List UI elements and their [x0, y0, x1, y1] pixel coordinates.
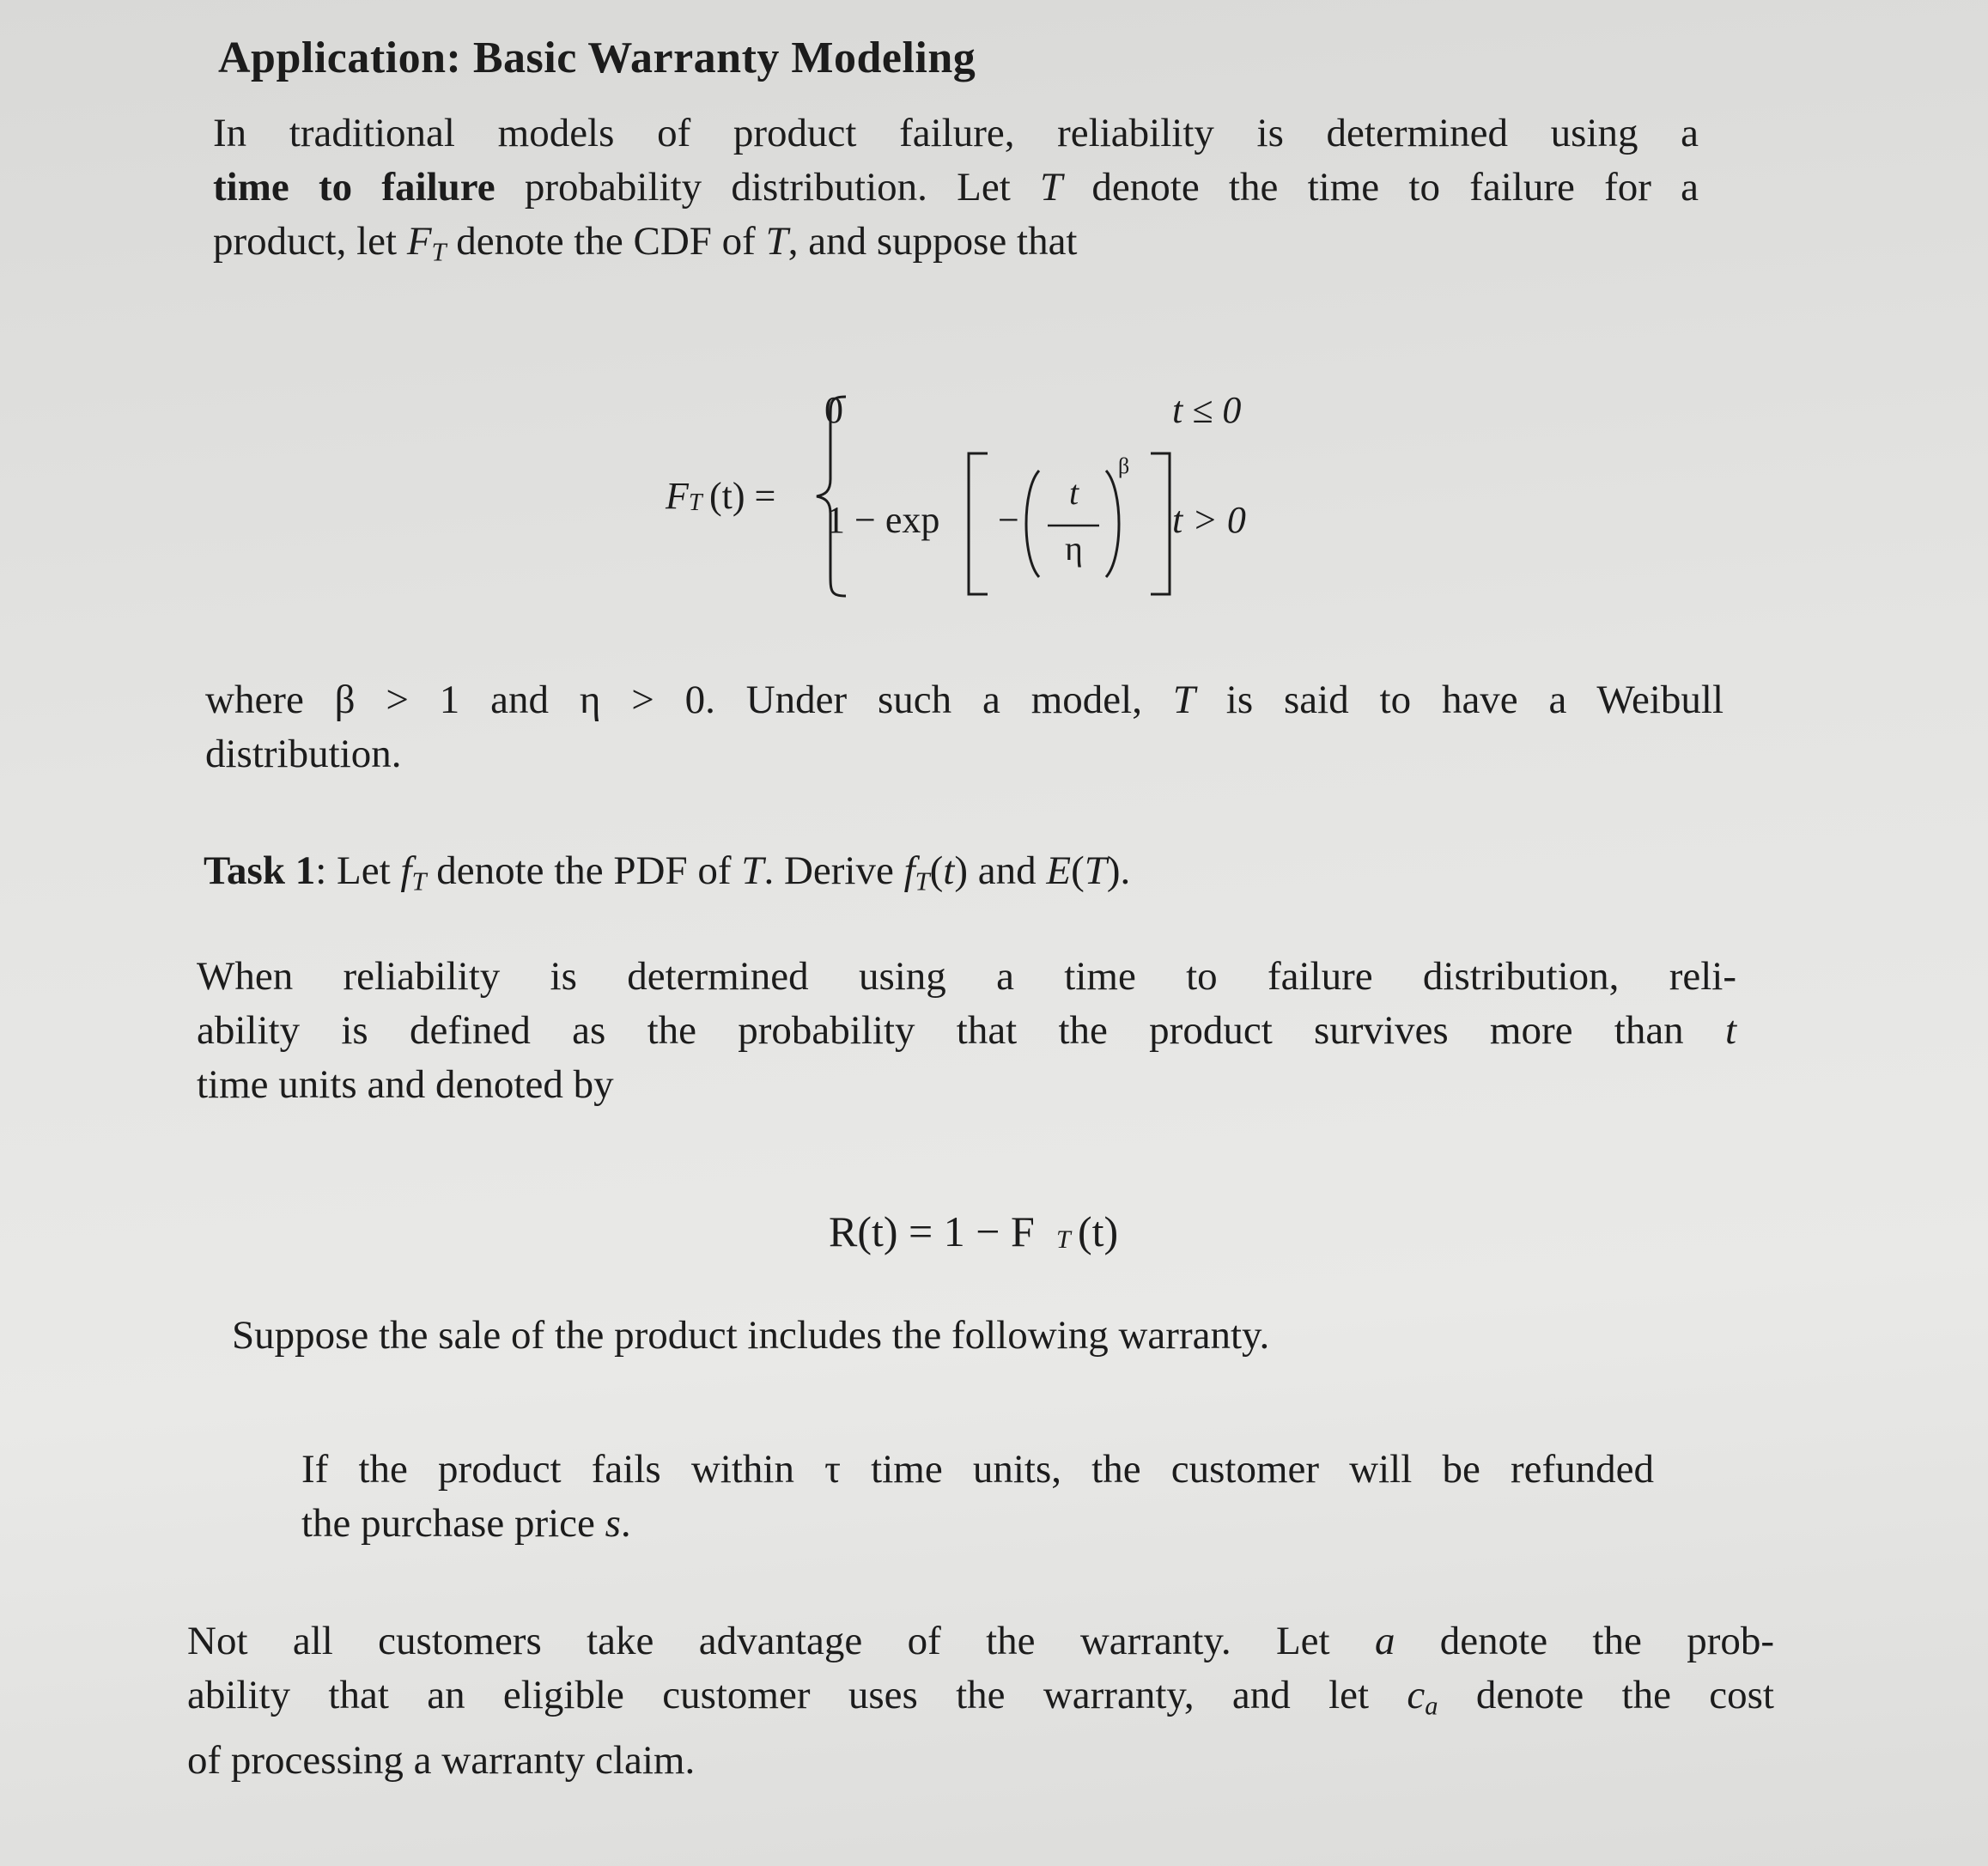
case1-value: 0: [824, 389, 843, 431]
text-segment: Task 1: [204, 848, 316, 893]
text-segment: time units and denoted by: [197, 1062, 614, 1107]
text-segment: .: [620, 1501, 631, 1546]
reliability-sub: T: [1056, 1225, 1071, 1254]
formula-F: F: [666, 475, 689, 517]
text-line: [205, 727, 1724, 781]
text-segment: T: [1084, 848, 1107, 893]
text-segment: denote the cost: [1438, 1673, 1774, 1717]
brackets-icon: [962, 447, 1176, 601]
text-segment: ability that an eligible customer uses the warranty, and let: [187, 1673, 1407, 1717]
warranty-intro-paragraph: [232, 1309, 1572, 1363]
weibull-definition-paragraph: [205, 673, 1724, 781]
text-segment: If the product fails within τ time units, the customer will be refunded: [301, 1447, 1654, 1492]
text-segment: where β > 1 and η > 0. Under such a model,: [205, 678, 1173, 722]
text-line: [187, 1614, 1774, 1668]
case2-condition: t > 0: [1172, 499, 1246, 541]
text-segment: denote the prob-: [1395, 1619, 1774, 1663]
text-segment: T: [741, 848, 764, 893]
text-line: [301, 1497, 1654, 1551]
reliability-rhs: (t): [1078, 1207, 1119, 1255]
text-segment: F: [406, 219, 432, 264]
text-line: [197, 950, 1736, 1004]
text-line: [204, 844, 1320, 909]
text-segment: probability distribution. Let: [495, 165, 1041, 210]
text-line: [301, 1443, 1654, 1497]
text-line: [197, 1004, 1736, 1058]
reliability-formula: [829, 1207, 1172, 1267]
exponent-beta: β: [1118, 453, 1130, 478]
formula-arg: (t) =: [709, 475, 776, 517]
text-line: [205, 673, 1724, 727]
case1-condition: t ≤ 0: [1172, 389, 1242, 431]
formula-F-sub: T: [689, 489, 702, 516]
task-1-paragraph: [204, 844, 1320, 909]
text-segment: denote the time to failure for a: [1062, 165, 1699, 210]
text-segment: is said to have a Weibull: [1195, 678, 1724, 722]
case2-prefix: 1 − exp: [826, 499, 940, 541]
text-segment: . Derive: [763, 848, 904, 893]
text-segment: denote the PDF of: [426, 848, 742, 893]
text-line: [213, 106, 1699, 161]
text-segment: f: [903, 848, 915, 893]
text-segment: : Let: [315, 848, 401, 893]
text-segment: the purchase price: [301, 1501, 605, 1546]
text-line: [213, 161, 1699, 215]
text-segment: distribution.: [205, 732, 402, 776]
text-segment: ability is defined as the probability that the product survives more than: [197, 1008, 1725, 1053]
fraction-numerator: t: [1069, 473, 1079, 512]
text-segment: ) and: [954, 848, 1047, 893]
text-segment: Suppose the sale of the product includes the following warranty.: [232, 1313, 1270, 1358]
text-line: [187, 1668, 1774, 1734]
text-segment: c: [1407, 1673, 1426, 1717]
text-segment: (: [1071, 848, 1085, 893]
text-segment: t: [1724, 1008, 1736, 1053]
text-segment: T: [431, 237, 447, 267]
text-segment: s: [605, 1501, 621, 1546]
intro-paragraph: [213, 106, 1699, 280]
section-title: Application: Basic Warranty Modeling: [218, 33, 976, 82]
warranty-terms-paragraph: [301, 1443, 1654, 1551]
cdf-formula: [661, 378, 1305, 618]
case2-minus: −: [998, 499, 1019, 541]
text-segment: a: [1374, 1619, 1395, 1663]
text-segment: When reliability is determined using a time to failure distribution, reli-: [197, 954, 1736, 999]
text-segment: T: [411, 866, 427, 897]
warranty-usage-paragraph: [187, 1614, 1774, 1788]
text-segment: Not all customers take advantage of the warranty. Let: [187, 1619, 1375, 1663]
text-segment: T: [765, 219, 788, 264]
text-segment: t: [943, 848, 955, 893]
reliability-paragraph: [197, 950, 1736, 1112]
fraction-denominator: η: [1065, 529, 1083, 568]
text-segment: T: [1040, 165, 1063, 210]
text-segment: , and suppose that: [787, 219, 1078, 264]
text-line: [232, 1309, 1572, 1363]
text-line: [213, 215, 1699, 280]
text-segment: ).: [1106, 848, 1131, 893]
text-segment: E: [1046, 848, 1072, 893]
text-segment: T: [1172, 678, 1195, 722]
text-line: [187, 1734, 1774, 1788]
reliability-lhs: R(t) = 1 − F: [829, 1207, 1035, 1255]
text-segment: time to failure: [213, 165, 495, 210]
text-segment: of processing a warranty claim.: [187, 1737, 696, 1783]
text-segment: product, let: [213, 219, 407, 264]
text-segment: (: [929, 848, 944, 893]
text-segment: f: [400, 848, 412, 893]
text-segment: a: [1425, 1691, 1438, 1721]
text-segment: In traditional models of product failure, reliability is determined using a: [213, 111, 1699, 155]
text-segment: denote the CDF of: [446, 219, 766, 264]
text-segment: T: [915, 866, 930, 897]
text-line: [197, 1058, 1736, 1112]
